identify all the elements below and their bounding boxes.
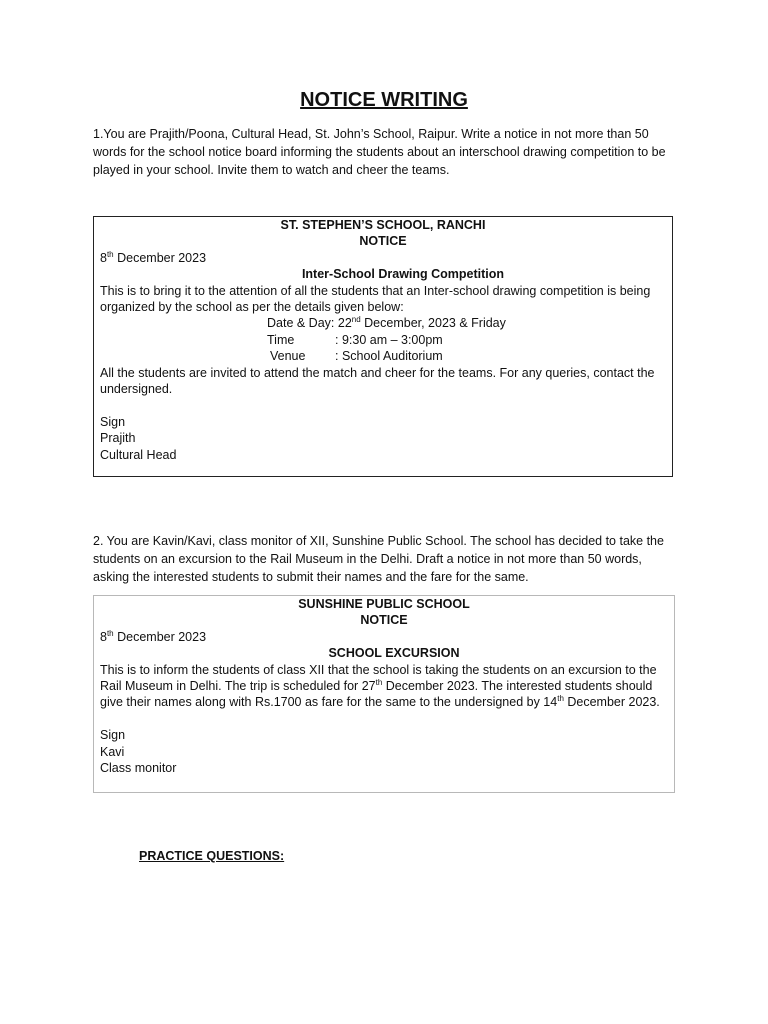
page-title: NOTICE WRITING xyxy=(300,89,468,111)
notice-school-name: ST. STEPHEN’S SCHOOL, RANCHI xyxy=(280,218,486,232)
notice-sign: Sign xyxy=(100,414,126,429)
question-2: 2. You are Kavin/Kavi, class monitor of XII, Sunshine Public School. The school has decided to take the students on an excursion to the Rail Museum in the Delhi. Draft a notice in not more than 50 words, asking the interested students to submit their names and the fare for the same. xyxy=(93,534,664,584)
notice-heading: NOTICE xyxy=(360,613,408,628)
notice-school-name: SUNSHINE PUBLIC SCHOOL xyxy=(298,597,470,611)
notice-detail-time: Time : 9:30 am – 3:00pm xyxy=(267,332,443,347)
notice-detail-date: Date & Day: 22nd December, 2023 & Friday xyxy=(267,315,506,331)
notice-subject: SCHOOL EXCURSION xyxy=(328,646,460,661)
notice-date: 8th December 2023 xyxy=(100,249,207,265)
notice-subject: Inter-School Drawing Competition xyxy=(301,267,505,282)
practice-questions-heading: PRACTICE QUESTIONS: xyxy=(139,849,285,863)
notice-heading: NOTICE xyxy=(359,234,407,249)
notice-detail-venue: Venue : School Auditorium xyxy=(270,349,443,364)
notice-signer-name: Kavi xyxy=(100,744,125,759)
notice-sign: Sign xyxy=(100,728,126,743)
notice-signer-name: Prajith xyxy=(100,431,136,446)
notice-closing: All the students are invited to attend the match and cheer for the teams. For any queries, contact the undersigned. xyxy=(100,365,655,396)
notice-signer-designation: Class monitor xyxy=(100,760,177,775)
question-1: 1.You are Prajith/Poona, Cultural Head, St. John’s School, Raipur. Write a notice in not more than 50 words for the school notice board informing the students about an interschool drawing competition to be played in your school. Invite them to watch and cheer the teams. xyxy=(93,127,666,177)
notice-date: 8th December 2023 xyxy=(100,628,207,644)
notice-body: This is to inform the students of class XII that the school is taking the students on an excursion to the Rail Museum in Delhi. The trip is scheduled for 27th December 2023. The interested students should give their names along with Rs.1700 as fare for the same to the undersigned by 14th December 2023. xyxy=(100,662,660,710)
notice-signer-designation: Cultural Head xyxy=(100,447,177,462)
notice-box-2 xyxy=(93,595,675,793)
notice-body: This is to bring it to the attention of all the students that an Inter-school drawing competition is being organized by the school as per the details given below: xyxy=(100,283,651,314)
notice-box-1 xyxy=(93,216,673,477)
